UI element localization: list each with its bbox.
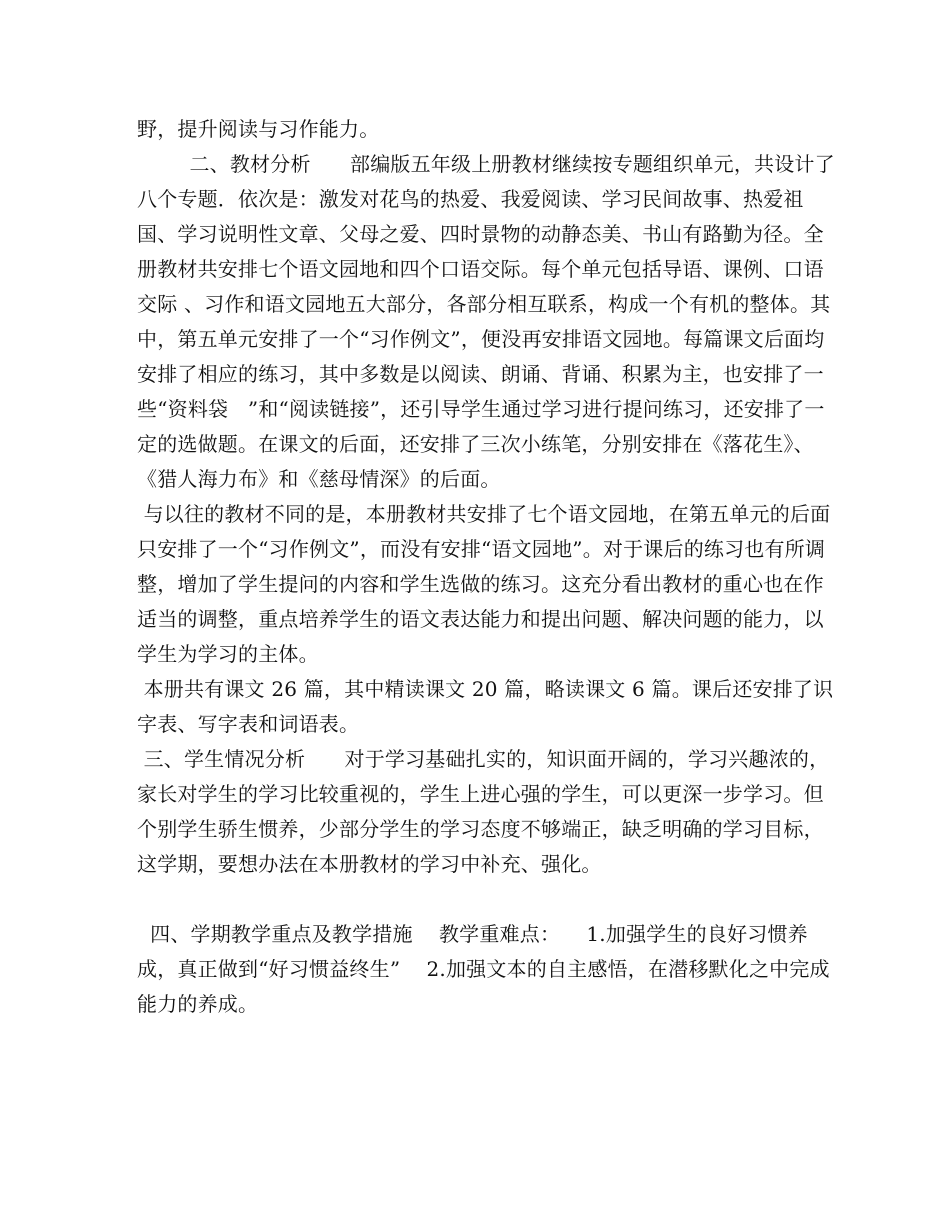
paragraph-continuation: 野，提升阅读与习作能力。: [137, 117, 380, 141]
paragraph-textbook-analysis: 二、教材分析 部编版五年级上册教材继续按专题组织单元，共设计了八个专题．依次是：激发对花鸟的热爱、我爱阅读、学习民间故事、热爱祖国、学习说明性文章、父母之爱、四时景物的动静态美、书山有路勤为径。全册教材共安排七个语文园地和四个口语交际。每个单元包括导语、课例、口语交际 、习作和语文园地五大部分，各部分相互联系，构成一个有机的整体。其中，第五单元安排了一个“习作例文”，便没再安排语文园地。每篇课文后面均安排了相应的练习，其中多数是以阅读、朗诵、背诵、积累为主，也安排了一些“资料袋 ”和“阅读链接”，还引导学生通过学习进行提问练习，还安排了一定的选做题。在课文的后面，还安排了三次小练笔，分别安排在《落花生》、《猎人海力布》和《慈母情深》的后面。: [137, 152, 835, 491]
paragraph-textbook-differences: 与以往的教材不同的是，本册教材共安排了七个语文园地，在第五单元的后面只安排了一个“习作例文”，而没有安排“语文园地”。对于课后的练习也有所调整，增加了学生提问的内容和学生选做的练习。这充分看出教材的重心也在作适当的调整，重点培养学生的语文表达能力和提出问题、解决问题的能力，以学生为学习的主体。: [137, 502, 831, 666]
paragraph-lesson-count: 本册共有课文 26 篇，其中精读课文 20 篇，略读课文 6 篇。课后还安排了识字表、写字表和词语表。: [137, 677, 834, 736]
paragraph-student-analysis: 三、学生情况分析 对于学习基础扎实的，知识面开阔的，学习兴趣浓的，家长对学生的学习比较重视的，学生上进心强的学生，可以更深一步学习。但个别学生骄生惯养，少部分学生的学习态度不够端正，缺乏明确的学习目标，这学期，要想办法在本册教材的学习中补充、强化。: [137, 747, 830, 876]
paragraph-teaching-focus: 四、学期教学重点及教学措施 教学重难点： 1.加强学生的良好习惯养成，真正做到“好习惯益终生” 2.加强文本的自主感悟，在潜移默化之中完成能力的养成。: [137, 922, 830, 1016]
paragraph-spacer: [137, 882, 837, 917]
document-body: [137, 112, 837, 1022]
